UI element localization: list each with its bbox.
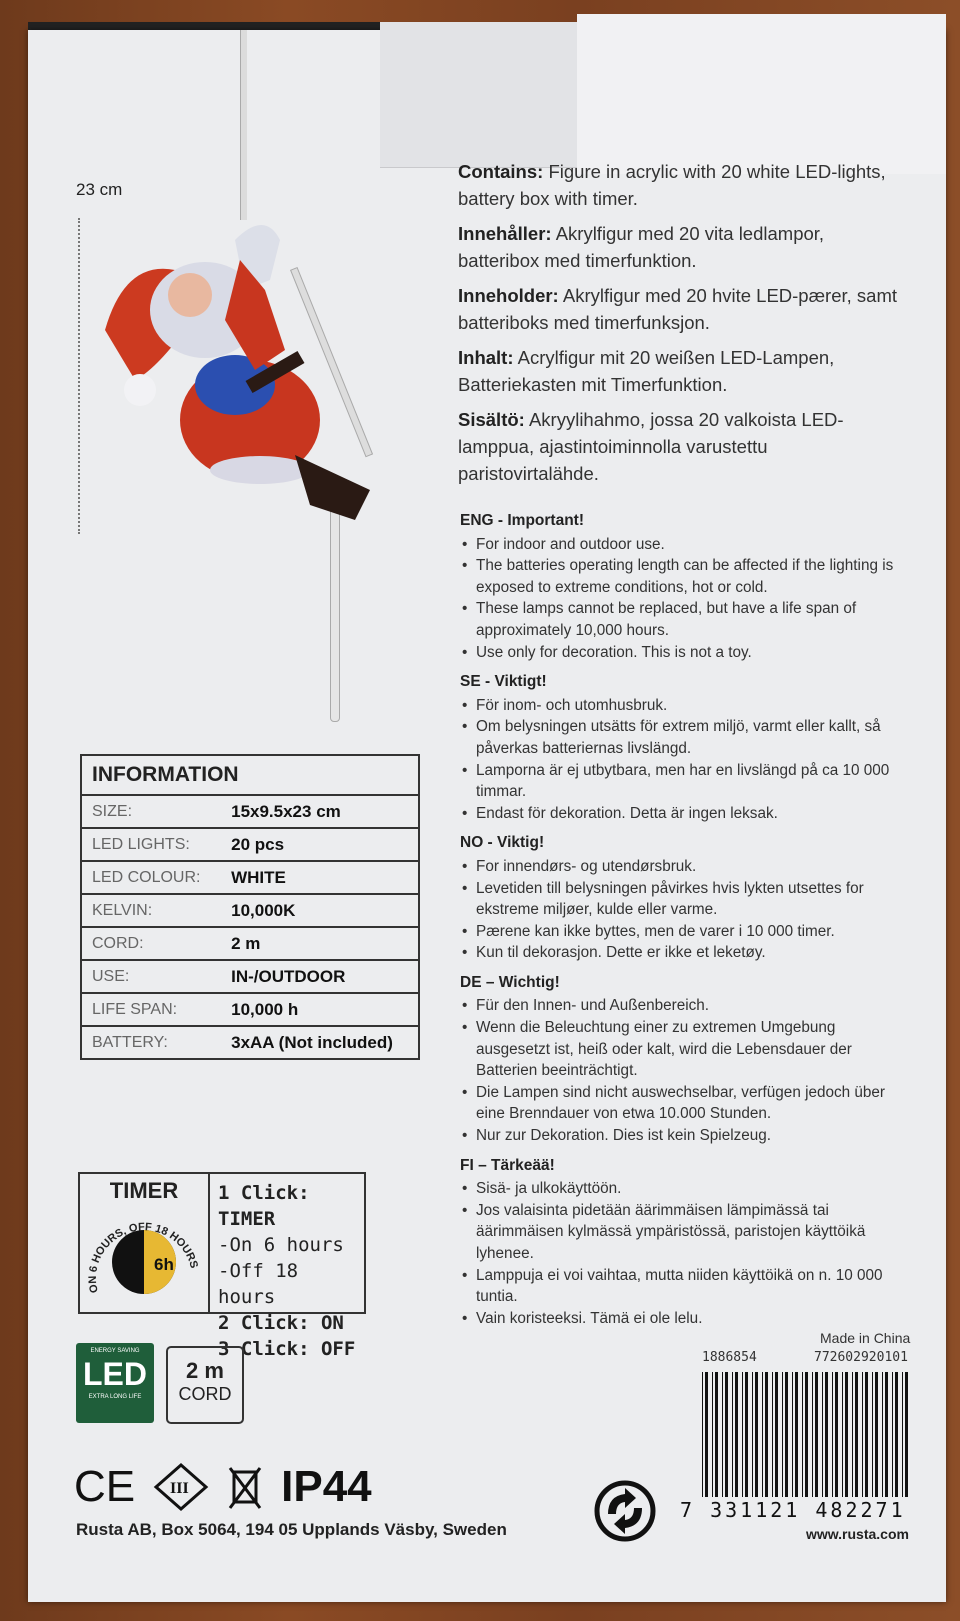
contents-0: Contains: Figure in acrylic with 20 white LED-lights, battery box with timer. <box>458 161 886 209</box>
svg-text:6h: 6h <box>154 1255 174 1274</box>
class-iii-icon <box>153 1462 209 1512</box>
svg-text:III: III <box>170 1480 189 1497</box>
list-item: • The batteries operating length can be affected if the lighting is exposed to extreme conditions, hot or cold. <box>460 555 910 598</box>
list-item: • These lamps cannot be replaced, but have a life span of approximately 10,000 hours. <box>460 598 910 641</box>
important-heading: FI – Tärkeää! <box>460 1156 555 1174</box>
timer-instructions <box>210 1174 364 1360</box>
list-item: • Wenn die Beleuchtung einer zu extremen Umgebung ausgesetzt ist, heiß oder kalt, wird die Lebensdauer der Batterien beeinträchtigt. <box>460 1017 910 1082</box>
timer-line: -On 6 hours <box>218 1234 344 1256</box>
ce-mark-icon: CE <box>74 1462 136 1511</box>
table-row: USE: IN-/OUTDOOR <box>81 960 419 993</box>
table-row: LED LIGHTS: 20 pcs <box>81 828 419 861</box>
list-item: • Kun til dekorasjon. Dette er ikke et leketøy. <box>460 942 910 964</box>
list-item: • Use only for decoration. This is not a toy. <box>460 642 910 664</box>
ean-number: 7 331121 482271 <box>680 1498 906 1522</box>
contents-3: Inhalt: Acrylfigur mit 20 weißen LED-Lampen, Batteriekasten mit Timerfunktion. <box>458 347 835 395</box>
table-row: KELVIN: 10,000K <box>81 894 419 927</box>
timer-title: TIMER <box>109 1178 179 1203</box>
list-item: • Lamppuja ei voi vaihtaa, mutta niiden käyttöikä on n. 10 000 tuntia. <box>460 1265 910 1308</box>
list-item: • Lamporna är ej utbytbara, men har en livslängd på ca 10 000 timmar. <box>460 760 910 803</box>
information-title: INFORMATION <box>81 755 419 795</box>
green-dot-recycle-icon <box>594 1480 656 1542</box>
timer-line: 2 Click: ON <box>218 1312 344 1334</box>
table-row: SIZE: 15x9.5x23 cm <box>81 795 419 828</box>
important-list <box>460 995 910 1146</box>
table-row: CORD: 2 m <box>81 927 419 960</box>
rope-top <box>240 30 247 220</box>
cord-badge: 2 m CORD <box>166 1346 244 1424</box>
weee-bin-icon <box>227 1462 263 1512</box>
list-item: • Endast för dekoration. Detta är ingen leksak. <box>460 803 910 825</box>
timer-line: 3 Click: OFF <box>218 1338 356 1360</box>
made-in: Made in China <box>820 1330 911 1346</box>
table-row: LIFE SPAN: 10,000 h <box>81 993 419 1026</box>
timer-line: -Off 18 hours <box>218 1260 299 1308</box>
timer-panel <box>78 1172 366 1360</box>
box-flap <box>380 22 577 168</box>
table-row: BATTERY: 3xAA (Not included) <box>81 1026 419 1059</box>
list-item: • Die Lampen sind nicht auswechselbar, verfügen jedoch über eine Brenndauer von etwa 10.000 Stunden. <box>460 1082 910 1125</box>
box-flap-right <box>577 14 946 174</box>
ip44-rating: IP44 <box>281 1462 372 1511</box>
list-item: • Jos valaisinta pidetään äärimmäisen lämpimässä tai äärimmäisen kylmässä ympäristössä, paristojen käyttöikä lyhenee. <box>460 1200 910 1265</box>
important-list <box>460 1178 910 1329</box>
website: www.rusta.com <box>806 1526 909 1542</box>
contents-4: Sisältö: Akryylihahmo, jossa 20 valkoista LED-lamppua, ajastintoiminnolla varustettu paristovirtalähde. <box>458 409 844 484</box>
table-row: LED COLOUR: WHITE <box>81 861 419 894</box>
list-item: • For indoor and outdoor use. <box>460 534 910 556</box>
height-dimension: 23 cm <box>76 180 123 199</box>
important-heading: NO - Viktig! <box>460 834 545 852</box>
important-heading: DE – Wichtig! <box>460 973 560 991</box>
important-heading: SE - Viktigt! <box>460 673 547 691</box>
timer-dial-text: ON 6 HOURS, OFF 18 HOURS <box>86 1221 200 1294</box>
important-list <box>460 534 910 664</box>
contents-2: Inneholder: Akrylfigur med 20 hvite LED-pærer, samt batteriboks med timerfunksjon. <box>458 285 898 333</box>
important-list <box>460 856 910 964</box>
contents-section <box>458 158 898 495</box>
certification-marks <box>74 1462 372 1512</box>
list-item: • Om belysningen utsätts för extrem miljö, varmt eller kallt, så påverkas batteriernas livslängd. <box>460 716 910 759</box>
list-item: • För inom- och utomhusbruk. <box>460 695 910 717</box>
important-list <box>460 695 910 825</box>
barcode-icon <box>702 1372 916 1504</box>
company-address: Rusta AB, Box 5064, 194 05 Upplands Väsby, Sweden <box>76 1520 507 1539</box>
important-section <box>460 510 910 1337</box>
information-table <box>80 754 420 1060</box>
list-item: • Levetiden till belysningen påvirkes hvis lykten utsettes for ekstreme miljøer, kulde eller varme. <box>460 878 910 921</box>
list-item: • Nur zur Dekoration. Dies ist kein Spielzeug. <box>460 1125 910 1147</box>
timer-line: 1 Click: TIMER <box>218 1182 310 1230</box>
contents-1: Innehåller: Akrylfigur med 20 vita ledlampor, batteribox med timerfunktion. <box>458 223 825 271</box>
santa-figure-image <box>95 200 375 540</box>
list-item: • Für den Innen- und Außenbereich. <box>460 995 910 1017</box>
timer-dial-area <box>80 1174 210 1312</box>
important-heading: ENG - Important! <box>460 512 584 529</box>
dimension-line <box>78 218 80 534</box>
list-item: • Sisä- ja ulkokäyttöön. <box>460 1178 910 1200</box>
article-number: 1886854 <box>702 1350 757 1365</box>
led-energy-logo: ENERGY SAVING LED EXTRA LONG LIFE <box>76 1343 154 1423</box>
list-item: • Vain koristeeksi. Tämä ei ole lelu. <box>460 1308 910 1330</box>
list-item: • Pærene kan ikke byttes, men de varer i 10 000 timer. <box>460 921 910 943</box>
list-item: • For innendørs- og utendørsbruk. <box>460 856 910 878</box>
product-code: 772602920101 <box>814 1350 908 1365</box>
